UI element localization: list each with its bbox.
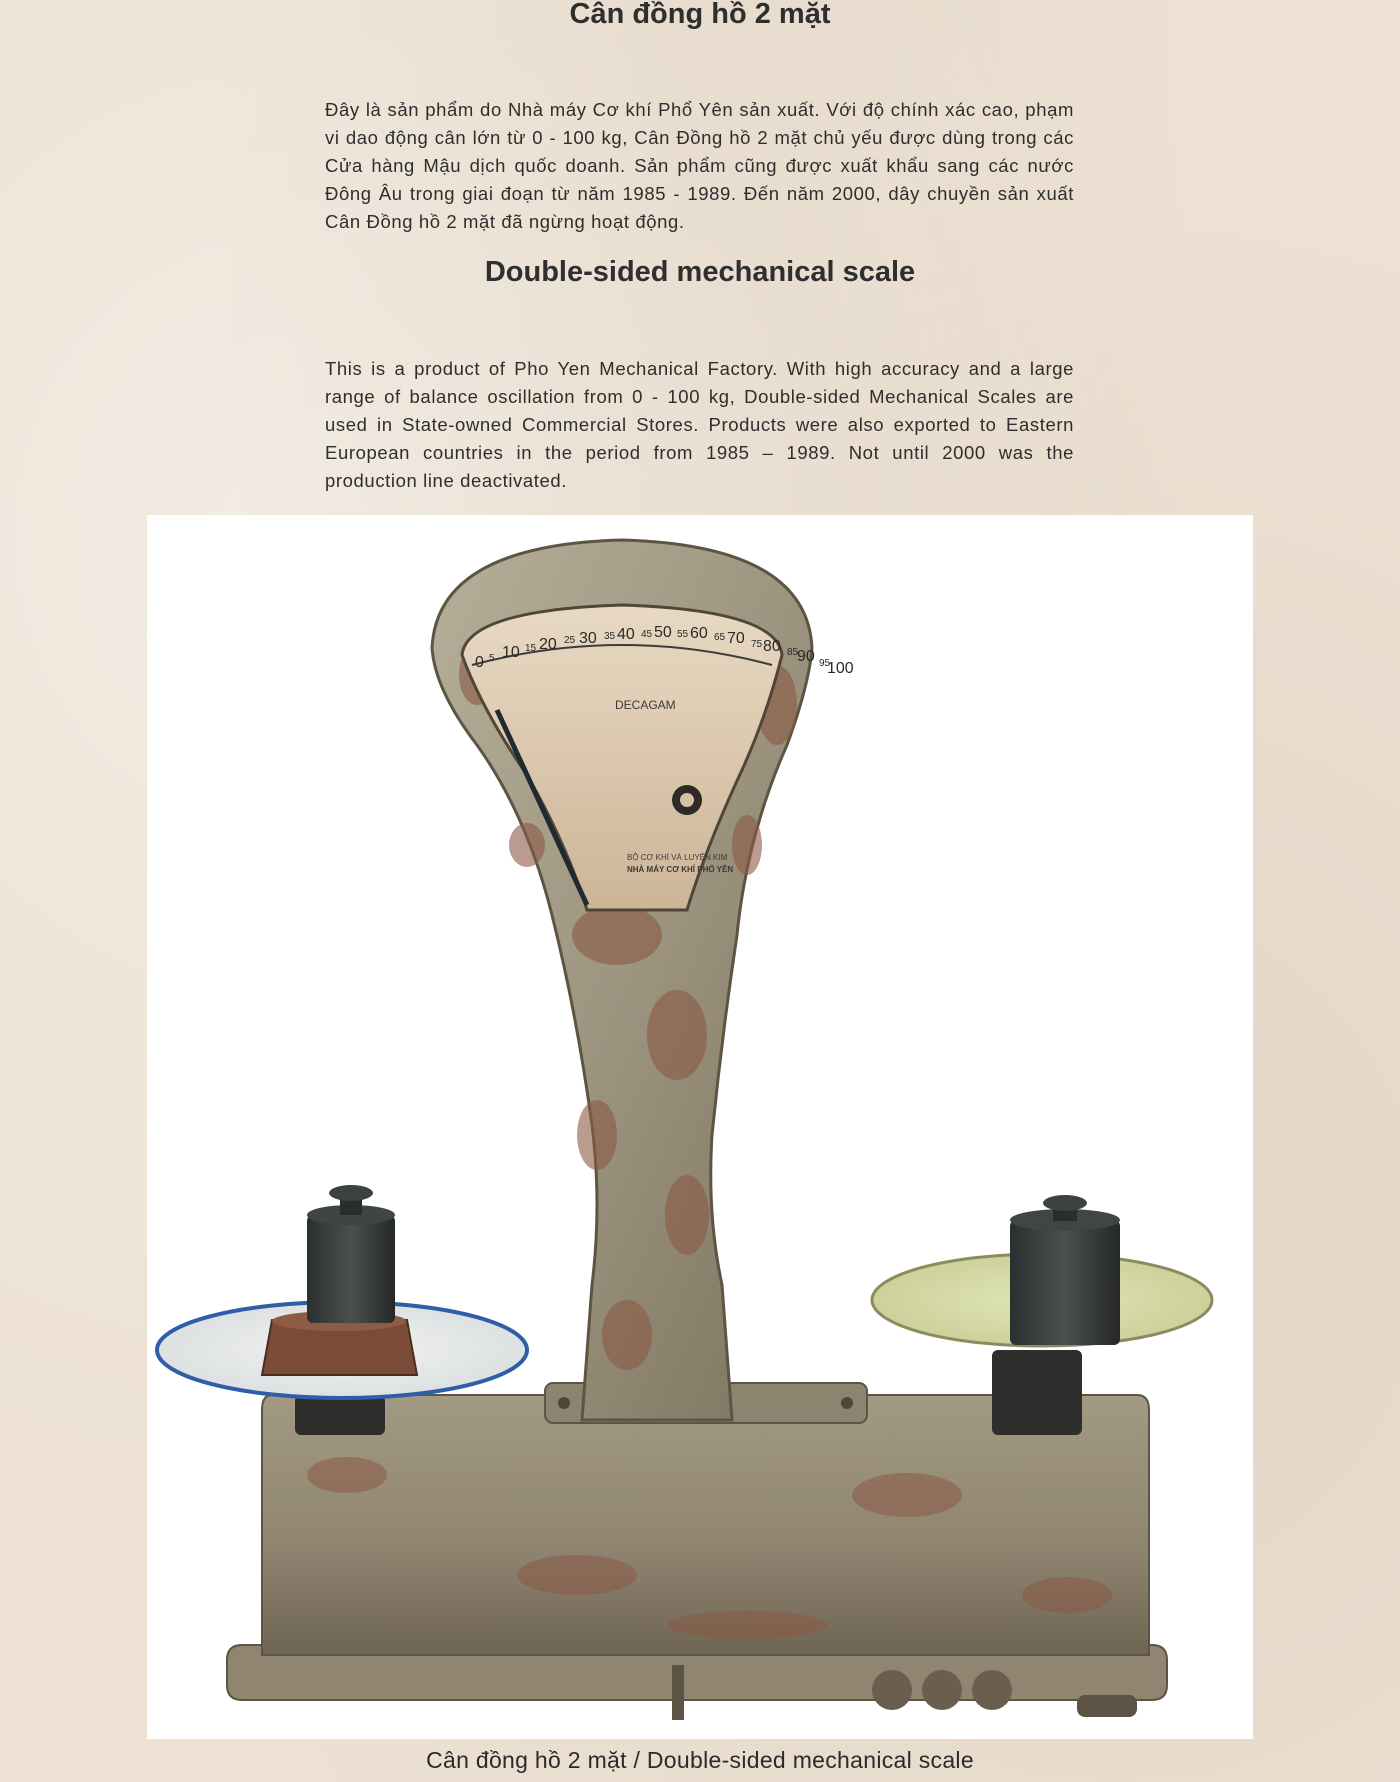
dial-number: 75 [751, 639, 763, 650]
dial-number: 60 [690, 625, 708, 642]
foot-right [1077, 1695, 1137, 1717]
dial-number: 70 [727, 630, 745, 647]
photo-caption: Cân đồng hồ 2 mặt / Double-sided mechanical scale [426, 1747, 974, 1773]
dial-number: 40 [617, 626, 635, 643]
dial-number: 0 [475, 654, 484, 671]
dial-number: 65 [714, 632, 726, 643]
dial-number: 100 [827, 660, 854, 677]
dial-maker-line-1: BỘ CƠ KHÍ VÀ LUYỆN KIM [627, 853, 728, 862]
dial-number: 95 [819, 658, 831, 669]
left-pan-support [295, 1395, 385, 1435]
dial-unit-label: DECAGAM [615, 698, 676, 712]
dial-number: 35 [604, 631, 616, 642]
dial-number: 10 [502, 644, 520, 661]
right-pan-support [992, 1350, 1082, 1435]
scale-photo [147, 515, 1253, 1739]
scale-illustration [147, 515, 1253, 1739]
dial-number: 25 [564, 635, 576, 646]
left-cylinder-weight [307, 1215, 395, 1323]
dial-number: 30 [579, 630, 597, 647]
dial-number: 80 [763, 638, 781, 655]
vietnamese-title: Cân đồng hồ 2 mặt [569, 0, 831, 30]
dial-number: 5 [489, 653, 495, 664]
english-title: Double-sided mechanical scale [484, 256, 916, 288]
knob-2 [922, 1670, 962, 1710]
dial-number: 20 [539, 636, 557, 653]
lever [672, 1665, 684, 1720]
dial-number: 55 [677, 629, 689, 640]
english-paragraph: This is a product of Pho Yen Mechanical Factory. With high accuracy and a large range of balance oscillation from 0 - 100 kg, Double-sided Mechanical Scales are used in State-owned Commercial Stores. Products were also exported to Eastern European countries in the period from 1985 – 1989. Not until 2000 was the production line deactivated. [325, 358, 1074, 491]
right-weight-handle [1043, 1195, 1087, 1211]
knob-1 [872, 1670, 912, 1710]
left-weight-handle [329, 1185, 373, 1201]
dial-number: 85 [787, 647, 799, 658]
right-cylinder-weight [1010, 1220, 1120, 1345]
dial-number: 45 [641, 629, 653, 640]
dial-number: 15 [525, 643, 537, 654]
dial-maker-line-2: NHÀ MÁY CƠ KHÍ PHỔ YÊN [627, 865, 734, 874]
dial-number: 90 [797, 648, 815, 665]
dial-number: 50 [654, 624, 672, 641]
vietnamese-paragraph: Đây là sản phẩm do Nhà máy Cơ khí Phổ Yên sản xuất. Với độ chính xác cao, phạm vi dao động cân lớn từ 0 - 100 kg, Cân Đồng hồ 2 mặt chủ yếu được dùng trong các Cửa hàng Mậu dịch quốc doanh. Sản phẩm cũng được xuất khẩu sang các nước Đông Âu trong giai đoạn từ năm 1985 - 1989. Đến năm 2000, dây chuyền sản xuất Cân Đồng hồ 2 mặt đã ngừng hoạt động. [325, 99, 1074, 232]
knob-3 [972, 1670, 1012, 1710]
